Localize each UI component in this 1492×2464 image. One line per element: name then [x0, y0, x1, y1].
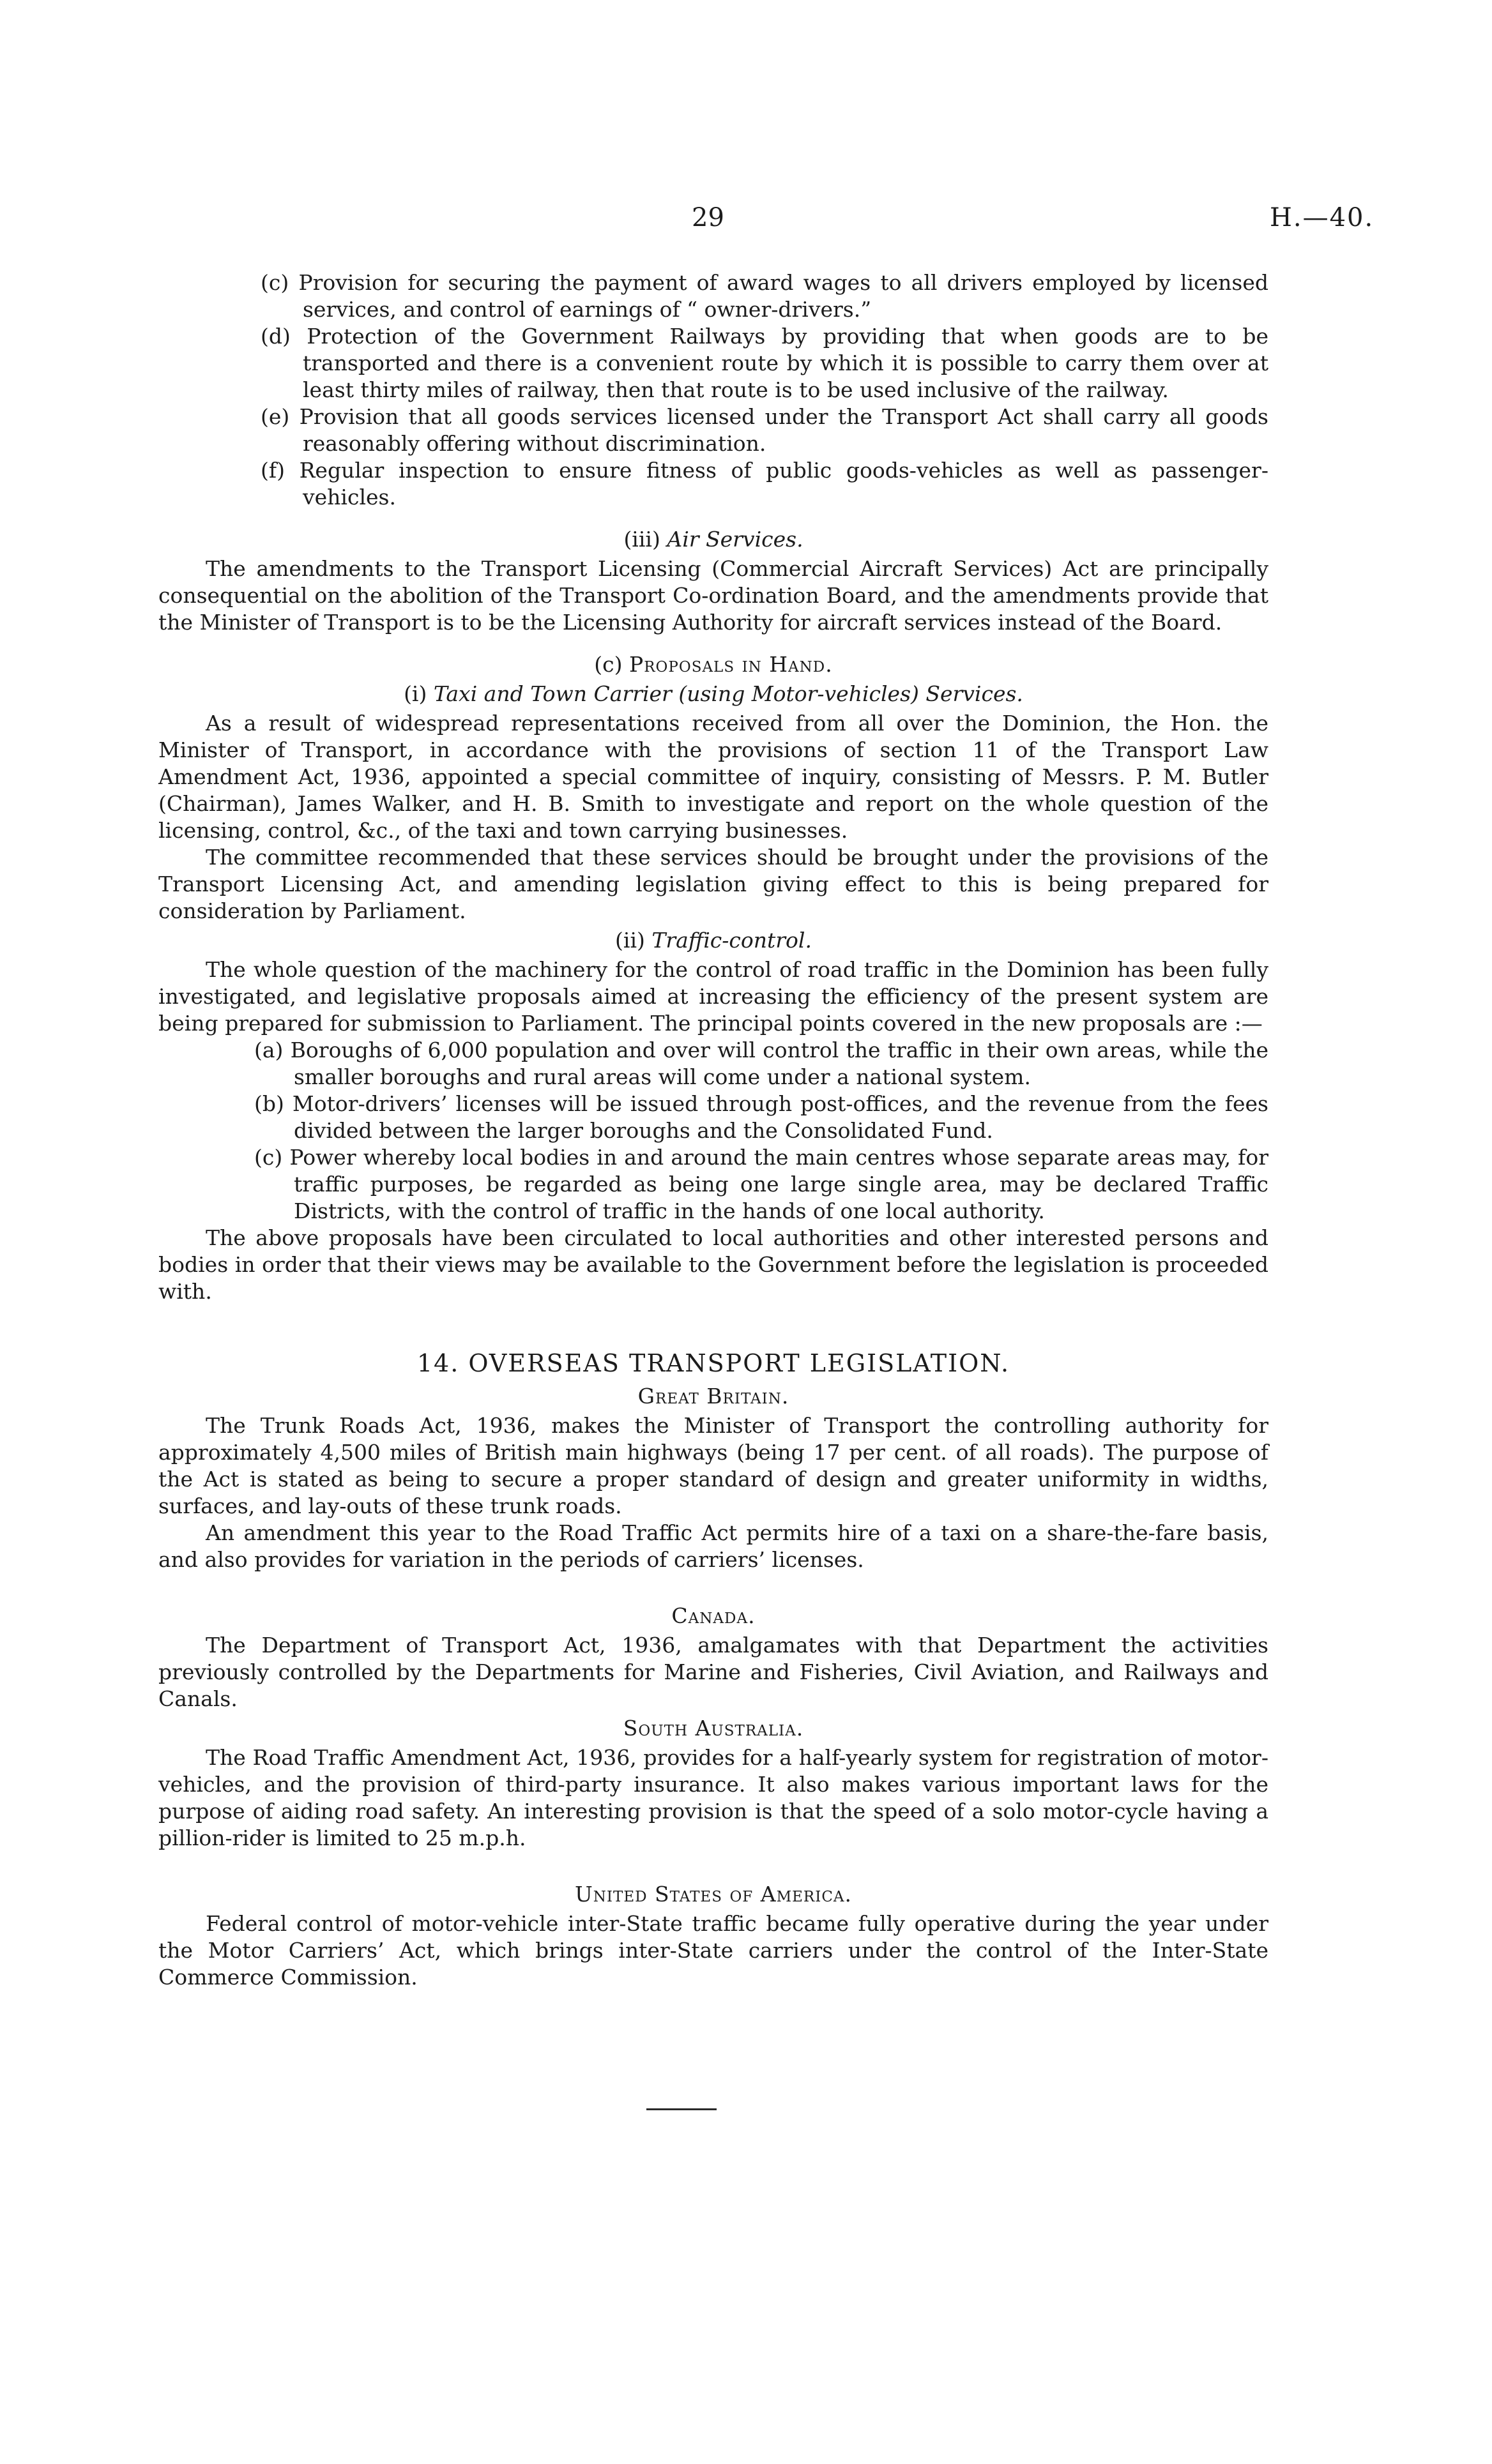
committee-paragraph: The committee recommended that these services should be brought under the provisions of the Transport Licensing Act, and amending legislation giving effect to this is being prepared for consideration by Parliament. [158, 845, 1268, 923]
traffic-control-subheading: (ii) Traffic-control. [615, 928, 812, 953]
list-item: (b) Motor-drivers’ licenses will be issued through post-offices, and the revenue from the fees divided between the larger boroughs and the Consolidated Fund. [254, 1091, 1268, 1143]
list-item: (e) Provision that all goods services licensed under the Transport Act shall carry all goods reasonably offering without discrimination. [261, 404, 1268, 456]
list-item: (f) Regular inspection to ensure fitness of public goods-vehicles as well as passenger-vehicles. [261, 458, 1268, 510]
south-australia-heading: South Australia. [623, 1716, 804, 1741]
great-britain-paragraph: An amendment this year to the Road Traffic Act permits hire of a taxi on a share-the-fare basis, and also provides for variation in the periods of carriers’ licenses. [158, 1520, 1268, 1572]
air-services-heading: (iii) Air Services. [623, 527, 803, 552]
air-services-paragraph: The amendments to the Transport Licensing (Commercial Aircraft Services) Act are principally consequential on the abolition of the Transport Co-ordination Board, and the amendments provide that the Minister of Transport is to be the Licensing Authority for aircraft services instead of the Board. [158, 556, 1268, 635]
closing-rule [646, 2108, 717, 2110]
list-item: (a) Boroughs of 6,000 population and over will control the traffic in their own areas, while the smaller boroughs and rural areas will come under a national system. [254, 1038, 1268, 1089]
canada-paragraph: The Department of Transport Act, 1936, amalgamates with that Department the activities previously controlled by the Departments for Marine and Fisheries, Civil Aviation, and Railways and Canals. [158, 1633, 1268, 1711]
proposals-circulated-paragraph: The above proposals have been circulated to local authorities and other interested persons and bodies in order that their views may be available to the Government before the legislation is proceeded with. [158, 1225, 1268, 1304]
south-australia-paragraph: The Road Traffic Amendment Act, 1936, provides for a half-yearly system for registration of motor-vehicles, and the provision of third-party insurance. It also makes various important laws for the purpose of aiding road safety. An interesting provision is that the speed of a solo motor-cycle having a pillion-rider is limited to 25 m.p.h. [158, 1745, 1268, 1850]
usa-paragraph: Federal control of motor-vehicle inter-State traffic became fully operative during the year under the Motor Carriers’ Act, which brings inter-State carriers under the control of the Inter-State Commerce Commission. [158, 1911, 1268, 1990]
great-britain-paragraph: The Trunk Roads Act, 1936, makes the Minister of Transport the controlling authority for approximately 4,500 miles of British main highways (being 17 per cent. of all roads). The purpose of the Act is stated as being to secure a proper standard of design and greater uniformity in widths, surfaces, and lay-outs of these trunk roads. [158, 1413, 1268, 1518]
canada-heading: Canada. [671, 1603, 756, 1628]
list-item: (c) Power whereby local bodies in and around the main centres whose separate areas may, for traffic purposes, be regarded as being one large single area, may be declared Traffic Districts, with the control of traffic in the hands of one local authority. [254, 1145, 1268, 1223]
list-item: (d) Protection of the Government Railways by providing that when goods are to be transported and there is a convenient route by which it is possible to carry them over at least thirty miles of railway, then that route is to be used inclusive of the railway. [261, 324, 1268, 402]
traffic-control-paragraph: The whole question of the machinery for the control of road traffic in the Dominion has been fully investigated, and legislative proposals aimed at increasing the efficiency of the present system are being prepared for submission to Parliament. The principal points covered in the new proposals are :— [158, 957, 1268, 1036]
page-number: 29 [692, 203, 724, 232]
proposals-heading: (c) Proposals in Hand. [594, 652, 833, 677]
taxi-subheading: (i) Taxi and Town Carrier (using Motor-vehicles) Services. [404, 681, 1023, 706]
list-item: (c) Provision for securing the payment of award wages to all drivers employed by licensed services, and control of earnings of “ owner-drivers.” [261, 270, 1268, 322]
usa-heading: United States of America. [574, 1882, 853, 1907]
taxi-paragraph: As a result of widespread representations received from all over the Dominion, the Hon. the Minister of Transport, in accordance with the provisions of section 11 of the Transport Law Amendment Act, 1936, appointed a special committee of inquiry, consisting of Messrs. P. M. Butler (Chairman), James Walker, and H. B. Smith to investigate and report on the whole question of the licensing, control, &c., of the taxi and town carrying businesses. [158, 711, 1268, 843]
page-body [158, 269, 1268, 1991]
document-reference: H.—40. [1270, 203, 1374, 232]
great-britain-heading: Great Britain. [637, 1384, 789, 1409]
section-title: 14. OVERSEAS TRANSPORT LEGISLATION. [416, 1349, 1010, 1377]
